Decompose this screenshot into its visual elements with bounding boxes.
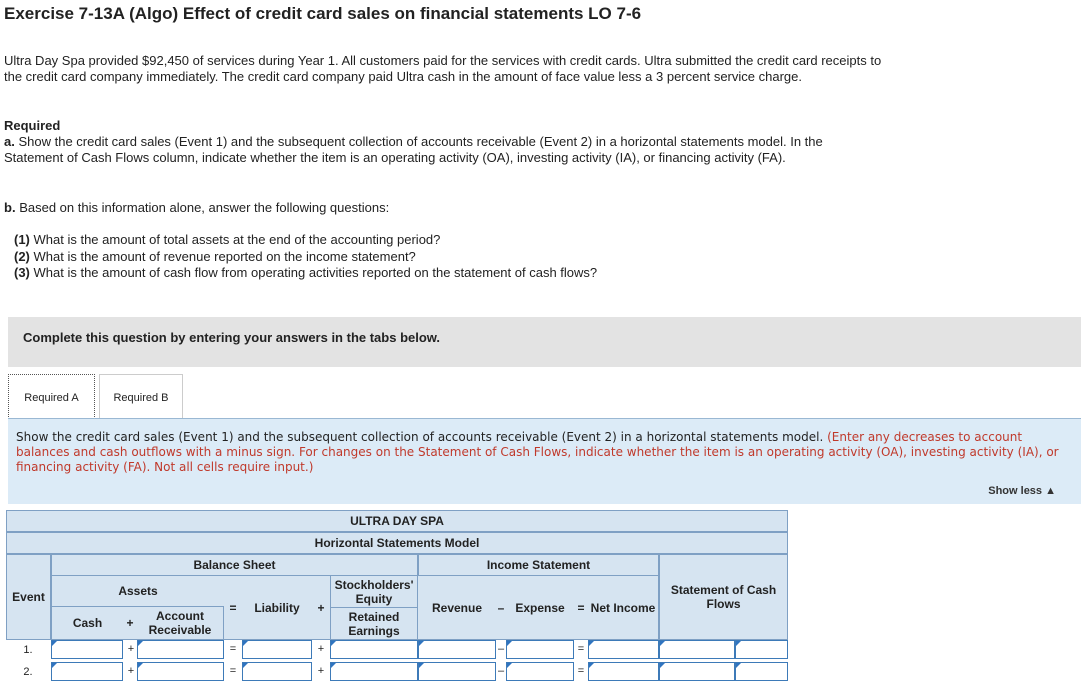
part-a-text	[4, 134, 874, 166]
intro-paragraph: Ultra Day Spa provided $92,450 of services during Year 1. All customers paid for the services with credit cards. Ultra submitted the credit card receipts to the credit card company immediately. The credit card company paid Ultra cash in the amount of face value less a 3 percent service charge.	[4, 53, 882, 84]
assets-header: Assets	[51, 576, 224, 606]
se-header: Stockholders' Equity	[330, 576, 418, 608]
required-heading: Required	[4, 118, 61, 133]
question-text: What is the amount of total assets at the end of the accounting period?	[33, 232, 441, 247]
instructions-main: Show the credit card sales (Event 1) and the subsequent collection of accounts receivable (Event 2) in a horizontal statements model.	[16, 430, 824, 444]
part-b-text	[4, 200, 389, 215]
part-a-body: Show the credit card sales (Event 1) and the subsequent collection of accounts receivable (Event 2) in a horizontal statements model. In the Statement of Cash Flows column, indicate whether the item is an operating activity (OA), investing activity (IA), or financing activity (FA).	[4, 134, 823, 165]
cash-header: Cash	[51, 606, 123, 640]
question-number: (3)	[14, 265, 30, 280]
tab-required-b[interactable]: Required B	[99, 374, 183, 419]
event-header: Event	[6, 554, 51, 640]
equals-sign: =	[224, 576, 242, 640]
net-income-input-2[interactable]	[588, 662, 659, 681]
expense-input-2[interactable]	[506, 662, 574, 681]
question-3	[14, 265, 597, 282]
revenue-input-2[interactable]	[418, 662, 496, 681]
plus-sign: +	[317, 665, 325, 677]
re-header: Retained Earnings	[330, 608, 418, 640]
part-b-prefix: b.	[4, 200, 16, 215]
question-number: (1)	[14, 232, 30, 247]
revenue-input-1[interactable]	[418, 640, 496, 659]
company-name: ULTRA DAY SPA	[6, 510, 788, 532]
ar-header: Account Receivable	[137, 606, 224, 640]
part-a-prefix: a.	[4, 134, 15, 149]
questions-list	[14, 232, 597, 282]
cash-input-2[interactable]	[51, 662, 123, 681]
instructions-note: (Enter any decreases to account balances and cash outflows with a minus sign. For changes on the Statement of Cash Flows, indicate whether the item is an operating activity (OA), investing activity (IA), or financing activity (FA). Not all cells require input.)	[16, 430, 1059, 474]
ar-input-1[interactable]	[137, 640, 224, 659]
revenue-header: Revenue	[418, 576, 496, 640]
liability-input-1[interactable]	[242, 640, 312, 659]
plus-sign: +	[123, 606, 137, 640]
plus-sign: +	[127, 643, 135, 655]
minus-sign: –	[497, 665, 505, 677]
re-input-1[interactable]	[330, 640, 418, 659]
expense-input-1[interactable]	[506, 640, 574, 659]
part-b-body: Based on this information alone, answer the following questions:	[19, 200, 390, 215]
scf-activity-input-1[interactable]	[735, 640, 788, 659]
plus-sign: +	[312, 576, 330, 640]
equals-sign: =	[574, 576, 588, 640]
instructions-box	[8, 418, 1081, 504]
model-subtitle: Horizontal Statements Model	[6, 532, 788, 554]
row-event-2: 2.	[23, 666, 33, 678]
scf-activity-input-2[interactable]	[735, 662, 788, 681]
exercise-title: Exercise 7-13A (Algo) Effect of credit card sales on financial statements LO 7-6	[4, 4, 642, 23]
net-income-header: Net Income	[588, 576, 659, 640]
plus-sign: +	[127, 665, 135, 677]
cash-input-1[interactable]	[51, 640, 123, 659]
expense-header: Expense	[506, 576, 574, 640]
liability-input-2[interactable]	[242, 662, 312, 681]
show-less-link[interactable]: Show less ▲	[988, 485, 1056, 497]
question-number: (2)	[14, 248, 30, 264]
ar-input-2[interactable]	[137, 662, 224, 681]
minus-sign: –	[496, 576, 506, 640]
question-text: What is the amount of cash flow from operating activities reported on the statement of cash flows?	[33, 265, 598, 280]
income-statement-header: Income Statement	[418, 554, 659, 576]
question-1	[14, 232, 597, 249]
equals-sign: =	[229, 665, 237, 677]
balance-sheet-header: Balance Sheet	[51, 554, 418, 576]
scf-header: Statement of Cash Flows	[659, 554, 788, 640]
tab-required-a[interactable]: Required A	[8, 374, 95, 419]
plus-sign: +	[317, 643, 325, 655]
liability-header: Liability	[242, 576, 312, 640]
question-2	[14, 249, 597, 266]
complete-question-bar: Complete this question by entering your answers in the tabs below.	[8, 317, 1081, 367]
net-income-input-1[interactable]	[588, 640, 659, 659]
question-text: What is the amount of revenue reported on the income statement?	[33, 248, 416, 264]
scf-amount-input-2[interactable]	[659, 662, 735, 681]
minus-sign: –	[497, 643, 505, 655]
equals-sign: =	[229, 643, 237, 655]
scf-amount-input-1[interactable]	[659, 640, 735, 659]
equals-sign: =	[577, 643, 585, 655]
row-event-1: 1.	[23, 644, 33, 656]
equals-sign: =	[577, 665, 585, 677]
re-input-2[interactable]	[330, 662, 418, 681]
required-section	[4, 118, 874, 166]
